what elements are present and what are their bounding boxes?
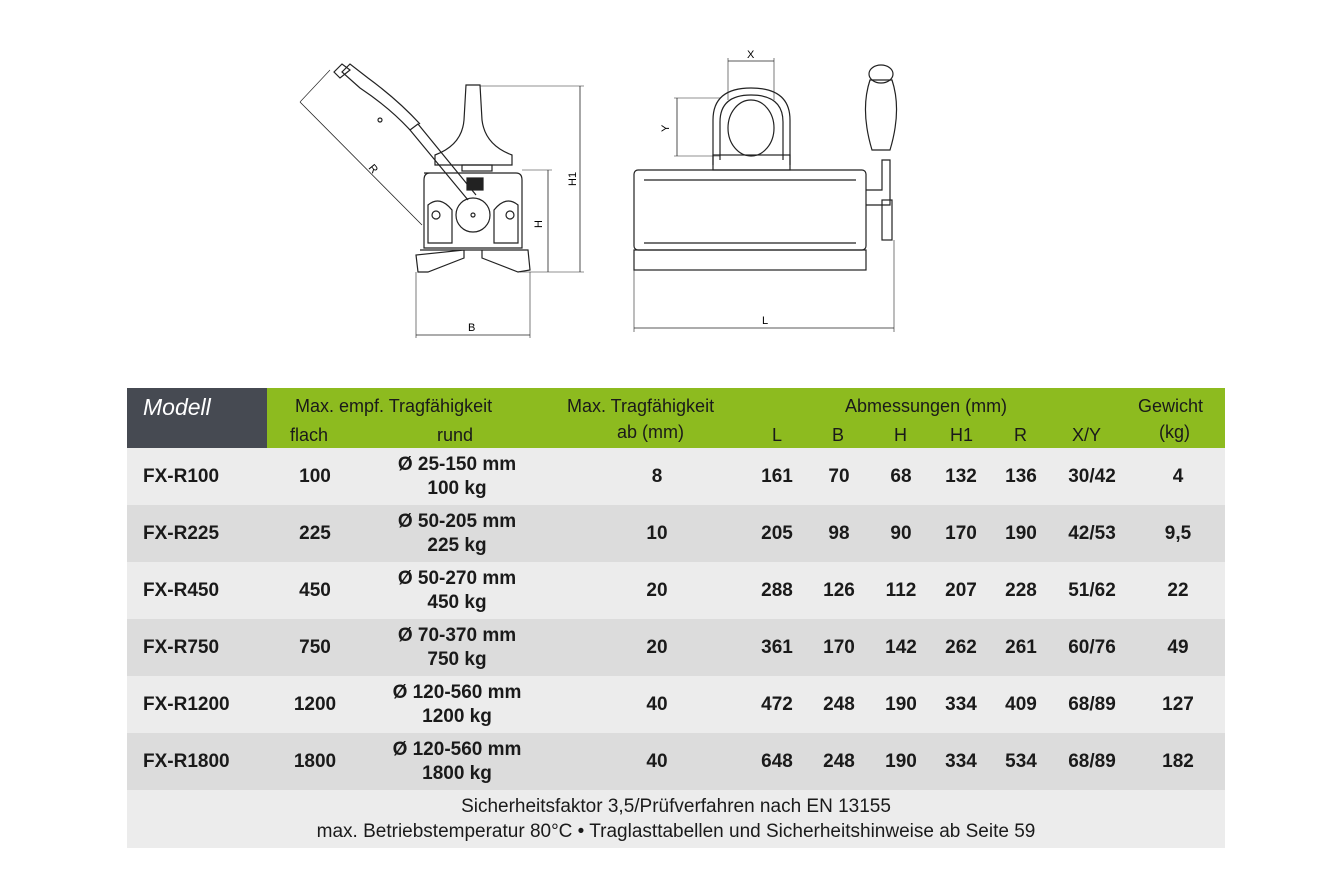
cell-l: 648 (761, 751, 793, 772)
dim-label-y: Y (660, 124, 672, 132)
cell-xy: 68/89 (1068, 751, 1116, 772)
cell-ab-mm: 20 (646, 637, 668, 658)
table-header (127, 388, 1225, 448)
table-row (127, 448, 1225, 505)
header-ab-mm: ab (mm) (617, 422, 684, 442)
cell-rund-load: 1200 kg (422, 706, 492, 727)
cell-b: 70 (828, 466, 850, 487)
cell-l: 161 (761, 466, 793, 487)
cell-rund-range: Ø 50-270 mm (397, 568, 517, 589)
header-abmessungen: Abmessungen (mm) (845, 396, 1008, 416)
cell-rund (367, 510, 547, 558)
cell-r: 190 (1005, 523, 1037, 544)
cell-xy: 30/42 (1068, 466, 1116, 487)
cell-ab-mm: 40 (646, 751, 668, 772)
footer-temperature-note: max. Betriebstemperatur 80°C • Traglasttabellen und Sicherheitshinweise ab Seite 59 (316, 821, 1036, 842)
cell-l: 288 (761, 580, 793, 601)
header-kg: (kg) (1159, 422, 1190, 442)
front-view-drawing (620, 40, 920, 340)
cell-flach: 750 (299, 637, 331, 658)
cell-rund-range: Ø 120-560 mm (392, 739, 522, 760)
cell-xy: 68/89 (1068, 694, 1116, 715)
cell-rund (367, 453, 547, 501)
cell-rund (367, 624, 547, 672)
cell-l: 361 (761, 637, 793, 658)
cell-b: 126 (823, 580, 855, 601)
cell-xy: 42/53 (1068, 523, 1116, 544)
cell-h: 68 (890, 466, 912, 487)
cell-rund-range: Ø 50-205 mm (397, 511, 517, 532)
header-flach: flach (290, 425, 329, 445)
cell-kg: 127 (1162, 694, 1194, 715)
cell-h: 112 (885, 580, 917, 601)
cell-kg: 22 (1167, 580, 1189, 601)
cell-kg: 182 (1162, 751, 1194, 772)
header-h: H (894, 425, 907, 445)
header-max-empf: Max. empf. Tragfähigkeit (295, 396, 493, 416)
cell-kg: 49 (1167, 637, 1189, 658)
table-row (127, 676, 1225, 733)
cell-h1: 170 (945, 523, 977, 544)
cell-ab-mm: 8 (651, 466, 663, 487)
cell-xy: 51/62 (1068, 580, 1116, 601)
header-r: R (1014, 425, 1027, 445)
dim-label-h: H (533, 220, 545, 228)
dim-label-b: B (468, 322, 476, 334)
cell-h1: 207 (945, 580, 977, 601)
cell-model: FX-R450 (143, 580, 220, 601)
cell-rund-load: 225 kg (427, 535, 487, 556)
spec-table (127, 388, 1225, 848)
cell-ab-mm: 10 (646, 523, 668, 544)
cell-rund (367, 681, 547, 729)
cell-l: 472 (761, 694, 793, 715)
footer-safety-note: Sicherheitsfaktor 3,5/Prüfverfahren nach EN 13155 (461, 796, 891, 817)
cell-r: 261 (1005, 637, 1037, 658)
table-row (127, 505, 1225, 562)
cell-h: 90 (890, 523, 912, 544)
cell-h: 190 (885, 694, 917, 715)
cell-rund-load: 450 kg (427, 592, 487, 613)
cell-ab-mm: 20 (646, 580, 668, 601)
cell-b: 248 (823, 694, 855, 715)
cell-h: 142 (885, 637, 917, 658)
cell-model: FX-R225 (143, 523, 220, 544)
header-modell: Modell (127, 388, 267, 448)
cell-rund-range: Ø 70-370 mm (397, 625, 517, 646)
cell-h1: 262 (945, 637, 977, 658)
cell-model: FX-R1200 (143, 694, 230, 715)
cell-rund-load: 1800 kg (422, 763, 492, 784)
table-row (127, 562, 1225, 619)
header-h1: H1 (950, 425, 974, 445)
dim-label-x: X (747, 49, 755, 61)
cell-flach: 450 (299, 580, 331, 601)
cell-r: 136 (1005, 466, 1037, 487)
cell-r: 228 (1005, 580, 1037, 601)
cell-xy: 60/76 (1068, 637, 1116, 658)
header-gewicht: Gewicht (1138, 396, 1204, 416)
cell-kg: 9,5 (1164, 523, 1192, 544)
cell-r: 534 (1005, 751, 1037, 772)
cell-l: 205 (761, 523, 793, 544)
cell-h1: 334 (945, 751, 977, 772)
cell-h: 190 (885, 751, 917, 772)
cell-model: FX-R1800 (143, 751, 230, 772)
cell-b: 98 (828, 523, 850, 544)
cell-rund-load: 750 kg (427, 649, 487, 670)
cell-rund-range: Ø 25-150 mm (397, 454, 517, 475)
cell-b: 170 (823, 637, 855, 658)
cell-flach: 225 (299, 523, 331, 544)
cell-flach: 1200 (293, 694, 337, 715)
cell-r: 409 (1005, 694, 1037, 715)
cell-b: 248 (823, 751, 855, 772)
cell-rund (367, 567, 547, 615)
cell-kg: 4 (1172, 466, 1184, 487)
cell-h1: 132 (945, 466, 977, 487)
cell-h1: 334 (945, 694, 977, 715)
header-b: B (832, 425, 845, 445)
dim-label-h1: H1 (567, 171, 579, 186)
cell-rund-load: 100 kg (427, 478, 487, 499)
cell-rund-range: Ø 120-560 mm (392, 682, 522, 703)
side-view-drawing (290, 50, 600, 350)
cell-rund (367, 738, 547, 786)
cell-flach: 1800 (293, 751, 337, 772)
table-row (127, 733, 1225, 790)
cell-model: FX-R750 (143, 637, 220, 658)
header-max-trag: Max. Tragfähigkeit (567, 396, 715, 416)
dim-label-l: L (762, 315, 769, 327)
header-xy: X/Y (1072, 425, 1102, 445)
cell-model: FX-R100 (143, 466, 220, 487)
cell-ab-mm: 40 (646, 694, 668, 715)
header-l: L (772, 425, 783, 445)
table-row (127, 619, 1225, 676)
cell-flach: 100 (299, 466, 331, 487)
dim-label-r: R (365, 162, 381, 177)
header-rund: rund (437, 425, 474, 445)
table-footer (127, 790, 1225, 848)
